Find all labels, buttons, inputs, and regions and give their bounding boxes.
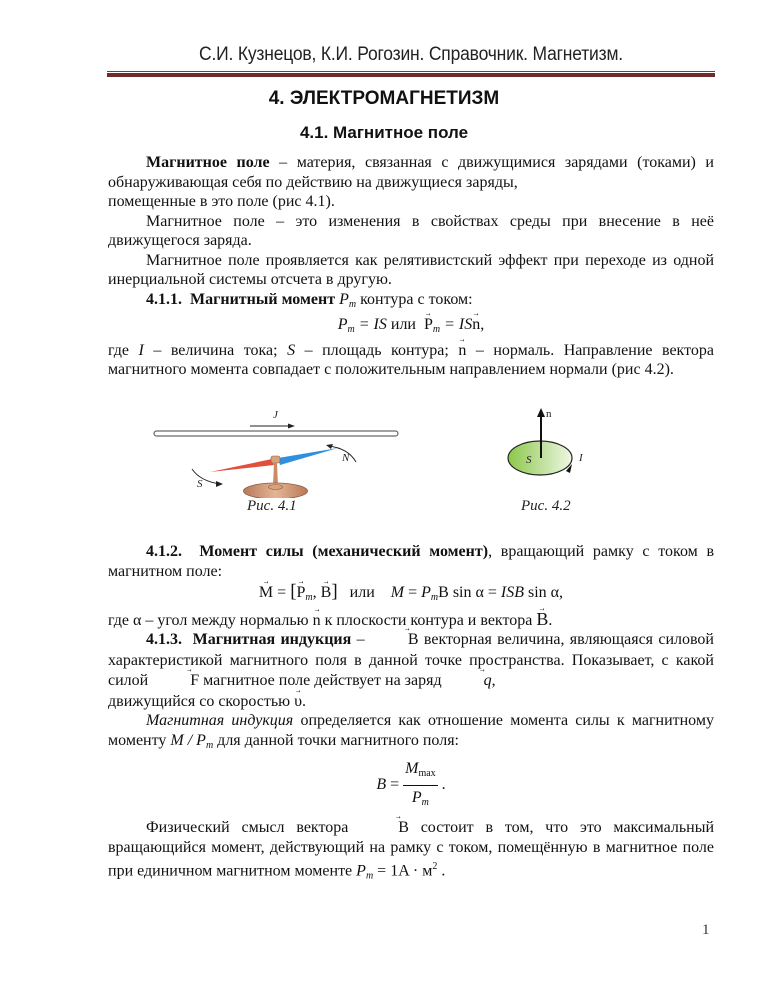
compass-north-pole xyxy=(278,448,338,465)
svg-text:S: S xyxy=(197,478,203,490)
svg-text:S: S xyxy=(526,454,532,466)
svg-text:N: N xyxy=(342,452,350,464)
header-rule-thin xyxy=(107,71,715,72)
paragraph-definition-end: помещенные в это поле (рис 4.1). xyxy=(108,193,335,210)
formula-induction: B = $\frac{M_{max}}{P_m}$ . xyxy=(376,760,446,808)
paragraph-physical-meaning: Физический смысл вектора → B состоит в том, что это максимальный вращающийся момент, действующий на рамку с током, помещённую в магнитное поле при единичном магнитном моменте $P_m = 1A \cdot м^2$ . xyxy=(108,818,714,886)
conductor-wire xyxy=(154,431,398,436)
formula-torque: → M = [→ $P_m$, → B] или $M = P_mB$ sin α = ISB sin α, xyxy=(108,581,714,608)
term-magnetic-field: Магнитное поле xyxy=(146,154,270,171)
paragraph-relativistic: Магнитное поле проявляется как релятивистский эффект при переходе из одной инерциальной системы отсчета в другую. xyxy=(108,251,714,288)
figure-4-1-caption: Рис. 4.1 xyxy=(247,498,297,514)
paragraph-moment-explanation: где I – величина тока; S – площадь контура; → n – нормаль. Направление вектора магнитного момента совпадает с положительным направлением нормали (рис 4.2). xyxy=(108,341,714,380)
subsection-412-heading: 4.1.2. Момент силы (механический момент), вращающий рамку с током в магнитном поле: xyxy=(108,543,715,580)
intro-paragraphs xyxy=(108,153,714,380)
paragraph-medium: Магнитное поле – это изменения в свойствах среды при внесение в неё движущегося заряда. xyxy=(108,212,714,249)
figure-4-2-loop xyxy=(500,408,600,488)
subsection-413-paragraph: 4.1.3. Магнитная индукция – → B векторная величина, являющаяся силовой характеристикой магнитного поля в данной точке пространства. Показывает, с какой силой → F магнитное поле действует на заряд → q, xyxy=(108,630,714,692)
svg-text:I: I xyxy=(579,452,583,464)
figure-4-1-compass xyxy=(150,398,420,498)
section-torque-induction xyxy=(108,542,714,886)
header-rule-thick xyxy=(107,73,715,77)
subsection-411-heading: 4.1.1. Магнитный момент $P_m$ контура с током: xyxy=(146,290,473,310)
paragraph-angle-explanation: где α – угол между нормалью → n к плоскости контура и вектора → B. xyxy=(108,608,714,631)
compass-south-pole xyxy=(210,459,274,472)
paragraph-velocity: движущийся со скоростью → υ. xyxy=(108,692,714,712)
figure-4-2-caption: Рис. 4.2 xyxy=(521,498,571,514)
formula-magnetic-moment: $P_m$ = IS или → $P_m = IS\to n$, xyxy=(108,314,714,341)
paragraph-definition: Магнитное поле – материя, связанная с движущимися зарядами (токами) и обнаруживающая себя по действию на движущиеся заряды, xyxy=(108,154,714,191)
page-number: 1 xyxy=(702,922,710,938)
section-title: 4.1. Магнитное поле xyxy=(299,123,469,142)
chapter-title: 4. ЭЛЕКТРОМАГНЕТИЗМ xyxy=(268,88,500,109)
svg-text:n: n xyxy=(546,408,552,420)
paragraph-induction-definition: Магнитная индукция определяется как отношение момента силы к магнитному моменту M / $P_m$ для данной точки магнитного поля: xyxy=(108,712,714,751)
arrow-J-icon xyxy=(250,424,295,429)
running-header: С.И. Кузнецов, К.И. Рогозин. Справочник. Магнетизм. xyxy=(199,44,623,65)
svg-text:J: J xyxy=(273,409,278,421)
